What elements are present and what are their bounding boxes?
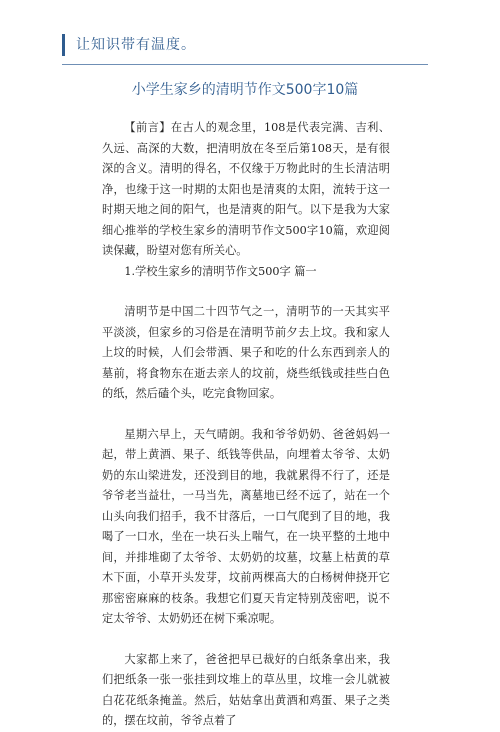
header-slogan: 让知识带有温度。 bbox=[76, 37, 196, 53]
paragraph-gap bbox=[102, 282, 390, 302]
body-paragraph: 清明节是中国二十四节气之一，清明节的一天其实平平淡淡，但家乡的习俗是在清明节前夕去上坟。我和家人上坟的时候，人们会带酒、果子和吃的什么东西到亲人的墓前，将食物东在逝去亲人的坟前，烧些纸钱或挂些白色的纸，然后磕个头，吃完食物回家。 bbox=[102, 305, 390, 400]
section-heading: 1.学校生家乡的清明节作文500字 篇一 bbox=[124, 264, 317, 278]
body-paragraph: 星期六早上，天气晴朗。我和爷爷奶奶、爸爸妈妈一起，带上黄酒、果子、纸钱等供品，向埋着太爷爷、太奶奶的东山梁进发，还没到目的地，我就累得不行了，还是爷爷老当益壮，一马当先，离墓地已经不远了，站在一个山头向我们招手，我不甘落后，一口气爬到了目的地，我喝了一口水，坐在一块石头上喘气，在一块平整的土地中间，并排堆砌了太爷爷、太奶奶的坟墓，坟墓上枯黄的草木下面，小草开头发芽，坟前两棵高大的白杨树伸挠开它那密密麻麻的枝条。我想它们夏天肯定特别茂密吧，说不定太爷爷、太奶奶还在树下乘凉呢。 bbox=[102, 427, 390, 625]
foreword-paragraph: 【前言】在古人的观念里，108是代表完满、吉利、久远、高深的大数，把清明放在冬至后第108天，是有很深的含义。清明的得名，不仅缘于万物此时的生长清洁明净，也缘于这一时期的太阳也是清爽的太阳，流转于这一时期天地之间的阳气，也是清爽的阳气。以下是我为大家细心推举的学校生家乡的清明节作文500字10篇，欢迎阅读保藏，盼望对您有所关心。 bbox=[102, 121, 390, 257]
header-divider bbox=[62, 64, 428, 65]
body-paragraph: 大家都上来了，爸爸把早已裁好的白纸条拿出来，我们把纸条一张一张挂到坟堆上的草丛里，坟堆一会儿就被白花花纸条掩盖。然后，姑姑拿出黄酒和鸡蛋、果子之类的，摆在坟前，爷爷点着了 bbox=[102, 652, 390, 727]
header-accent-bar bbox=[62, 34, 65, 56]
document-title: 小学生家乡的清明节作文500字10篇 bbox=[131, 82, 359, 98]
paragraph-gap bbox=[102, 630, 390, 650]
document-body bbox=[102, 118, 390, 732]
paragraph-gap bbox=[102, 405, 390, 425]
